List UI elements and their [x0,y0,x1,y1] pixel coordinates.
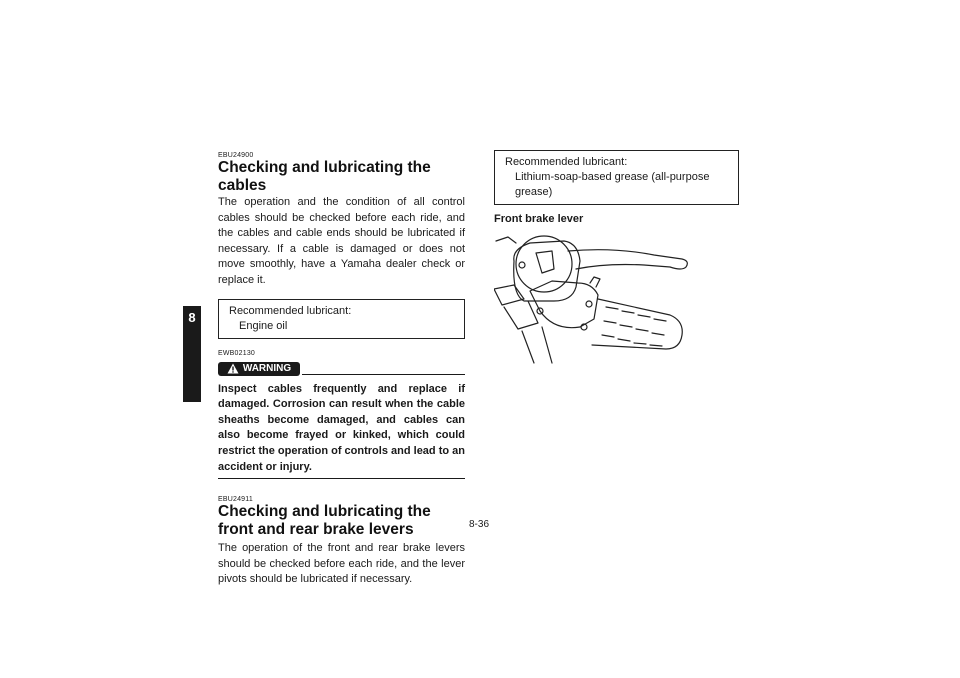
warning-bottom-rule [218,478,465,479]
warning-header [218,360,465,380]
lubricant-value: Lithium-soap-based grease (all-purpose grease) [515,171,710,198]
lubricant-label: Recommended lubricant: [505,156,628,168]
lubricant-box-cables [218,299,465,339]
section-title-brakes: Checking and lubricating the front and rear brake levers [218,503,431,539]
section-code-brakes: EBU24911 [218,496,253,504]
right-column [494,150,739,376]
page-number: 8-36 [469,519,490,530]
section-tab: 8 [183,306,201,402]
lubricant-box-brakes [494,150,739,205]
warning-text: Inspect cables frequently and replace if damaged. Corrosion can result when the cable sheaths become damaged, and cables can also become frayed or kinked, which could restrict the operation of controls and lead to an accident or injury. [218,382,465,473]
warning-badge [218,362,300,376]
section-code: EBU24900 [218,152,254,159]
warning-rule [302,374,465,375]
warning-triangle-icon [227,363,239,374]
section-title-cables: Checking and lubricating the cables [218,159,431,194]
cables-paragraph: The operation and the condition of all control cables should be checked before each ride, and the cables and cable ends should be lubricated if necessary. If a cable is damaged or does not move smoothly, have a Yamaha dealer check or replace it. [218,196,465,286]
lubricant-label: Recommended lubricant: [229,304,352,317]
figure-title: Front brake lever [494,213,584,225]
left-column [218,152,465,588]
lubricant-value: Engine oil [239,319,288,332]
warning-label: WARNING [242,363,292,375]
front-brake-lever-illustration [494,231,704,371]
warning-code: EWB02130 [218,349,256,357]
brakes-paragraph: The operation of the front and rear brake levers should be checked before each ride, and the lever pivots should be lubricated if necessary. [218,542,465,586]
